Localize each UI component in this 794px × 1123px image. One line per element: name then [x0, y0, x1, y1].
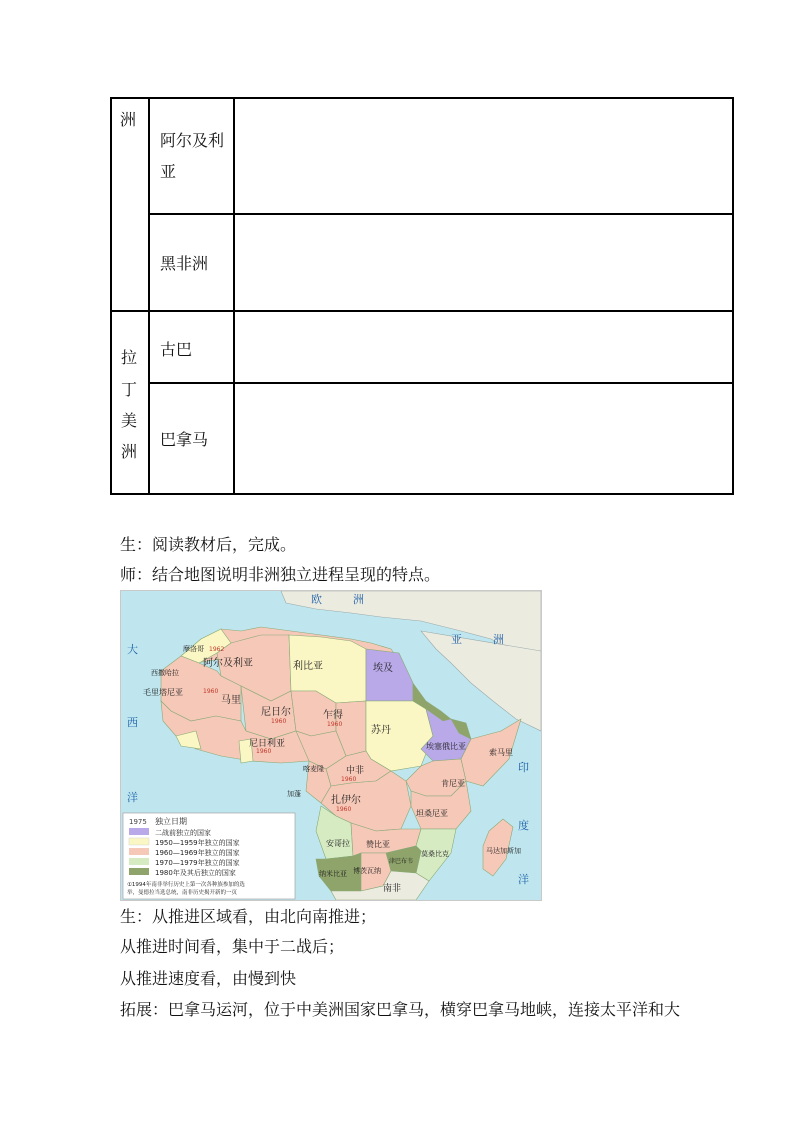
region-latin-america-char-1: 拉	[121, 348, 138, 367]
map-label-indian-1: 印	[518, 761, 529, 774]
map-label-morocco: 摩洛哥	[183, 645, 204, 653]
map-label-south-africa: 南非	[383, 884, 402, 894]
map-year-1960-e: 1960	[341, 776, 357, 783]
map-label-algeria: 阿尔及利亚	[203, 658, 253, 669]
map-label-atlantic-2: 西	[127, 716, 138, 729]
map-year-1960-d: 1960	[256, 748, 272, 755]
map-label-madagascar: 马达加斯加	[486, 847, 521, 855]
map-label-egypt: 埃及	[373, 663, 393, 674]
content-cell-black-africa[interactable]	[235, 215, 734, 310]
region-africa-label: 洲	[120, 110, 137, 129]
map-label-asia-2: 洲	[493, 633, 504, 646]
comparison-table	[110, 97, 734, 495]
country-algeria-line1: 阿尔及利	[160, 131, 225, 150]
legend-note-line2: 举，曼德拉当选总统，南非历史揭开新的一页	[127, 890, 238, 896]
map-label-tanzania: 坦桑尼亚	[416, 809, 448, 818]
map-label-mauritania: 毛里塔尼亚	[143, 688, 183, 697]
map-label-chad: 乍得	[323, 710, 343, 721]
region-latin-america-char-3: 美	[121, 411, 138, 430]
map-label-indian-2: 度	[518, 819, 529, 832]
student-line-1: 生：阅读教材后，完成。	[120, 535, 297, 554]
map-label-libya: 利比亚	[293, 661, 323, 672]
map-label-indian-3: 洋	[518, 873, 529, 886]
map-label-botswana: 博茨瓦纳	[353, 867, 381, 875]
analysis-line-time: 从推进时间看，集中于二战后；	[120, 937, 345, 956]
legend-swatch-3	[129, 858, 149, 865]
map-label-niger: 尼日尔	[261, 707, 291, 718]
map-label-mozambique: 莫桑比克	[421, 850, 449, 858]
map-sudan	[366, 701, 433, 771]
map-legend	[123, 813, 295, 899]
map-label-asia: 亚	[451, 633, 462, 646]
map-year-1960-f: 1960	[336, 806, 352, 813]
map-label-zimbabwe: 津巴布韦	[389, 858, 414, 865]
map-year-1962: 1962	[209, 646, 225, 653]
legend-swatch-1	[129, 838, 149, 845]
africa-independence-map	[120, 590, 542, 901]
country-panama: 巴拿马	[160, 430, 209, 449]
map-label-kenya: 肯尼亚	[441, 779, 465, 788]
country-cuba: 古巴	[160, 340, 193, 359]
legend-title: 独立日期	[155, 817, 187, 826]
legend-item-1: 1950—1959年独立的国家	[155, 839, 240, 847]
map-label-zambia: 赞比亚	[366, 840, 390, 849]
analysis-line-speed: 从推进速度看，由慢到快	[120, 969, 297, 988]
legend-note-line1: ①1994年南非举行历史上第一次各种族参加的选	[127, 882, 245, 888]
student-line-2: 生：从推进区域看，由北向南推进；	[120, 907, 377, 926]
legend-item-0: 二战前独立的国家	[155, 829, 211, 837]
map-label-cameroon: 喀麦隆	[303, 765, 324, 773]
map-label-europe: 欧	[311, 593, 322, 606]
legend-item-4: 1980年及其后独立的国家	[155, 869, 236, 877]
map-label-nigeria: 尼日利亚	[249, 739, 286, 749]
map-year-1960-b: 1960	[271, 718, 287, 725]
map-label-atlantic-1: 大	[127, 643, 138, 656]
content-cell-algeria[interactable]	[235, 99, 734, 213]
teacher-line-1: 师：结合地图说明非洲独立进程呈现的特点。	[120, 565, 441, 584]
map-label-mali: 马里	[221, 695, 241, 706]
extension-line: 拓展：巴拿马运河，位于中美洲国家巴拿马，横穿巴拿马地峡，连接太平洋和大	[120, 1000, 681, 1019]
map-label-sudan: 苏丹	[371, 725, 391, 736]
legend-swatch-0	[129, 828, 149, 835]
legend-swatch-2	[129, 848, 149, 855]
legend-item-2: 1960—1969年独立的国家	[155, 849, 240, 857]
content-cell-panama[interactable]	[235, 384, 734, 493]
map-label-ethiopia: 埃塞俄比亚	[426, 742, 466, 751]
legend-item-3: 1970—1979年独立的国家	[155, 859, 240, 867]
map-label-gabon: 加蓬	[287, 790, 301, 798]
map-label-zaire: 扎伊尔	[331, 795, 361, 806]
map-label-somalia: 索马里	[489, 748, 513, 757]
map-label-europe-2: 洲	[353, 593, 364, 606]
legend-year-sample: 1975	[129, 818, 147, 826]
map-year-1960-a: 1960	[203, 688, 219, 695]
table-col-divider-1	[148, 99, 150, 493]
map-label-central-africa: 中非	[346, 766, 365, 776]
region-latin-america-char-4: 洲	[121, 442, 138, 461]
legend-swatch-4	[129, 868, 149, 875]
map-label-namibia: 纳米比亚	[319, 870, 347, 878]
map-label-atlantic-3: 洋	[127, 791, 138, 804]
map-year-1960-c: 1960	[327, 721, 343, 728]
content-cell-cuba[interactable]	[235, 312, 734, 382]
region-latin-america-char-2: 丁	[121, 380, 138, 399]
map-label-western-sahara: 西撒哈拉	[151, 669, 179, 677]
map-label-angola: 安哥拉	[326, 839, 350, 848]
country-algeria-line2: 亚	[160, 162, 177, 181]
country-black-africa: 黑非洲	[160, 254, 209, 273]
